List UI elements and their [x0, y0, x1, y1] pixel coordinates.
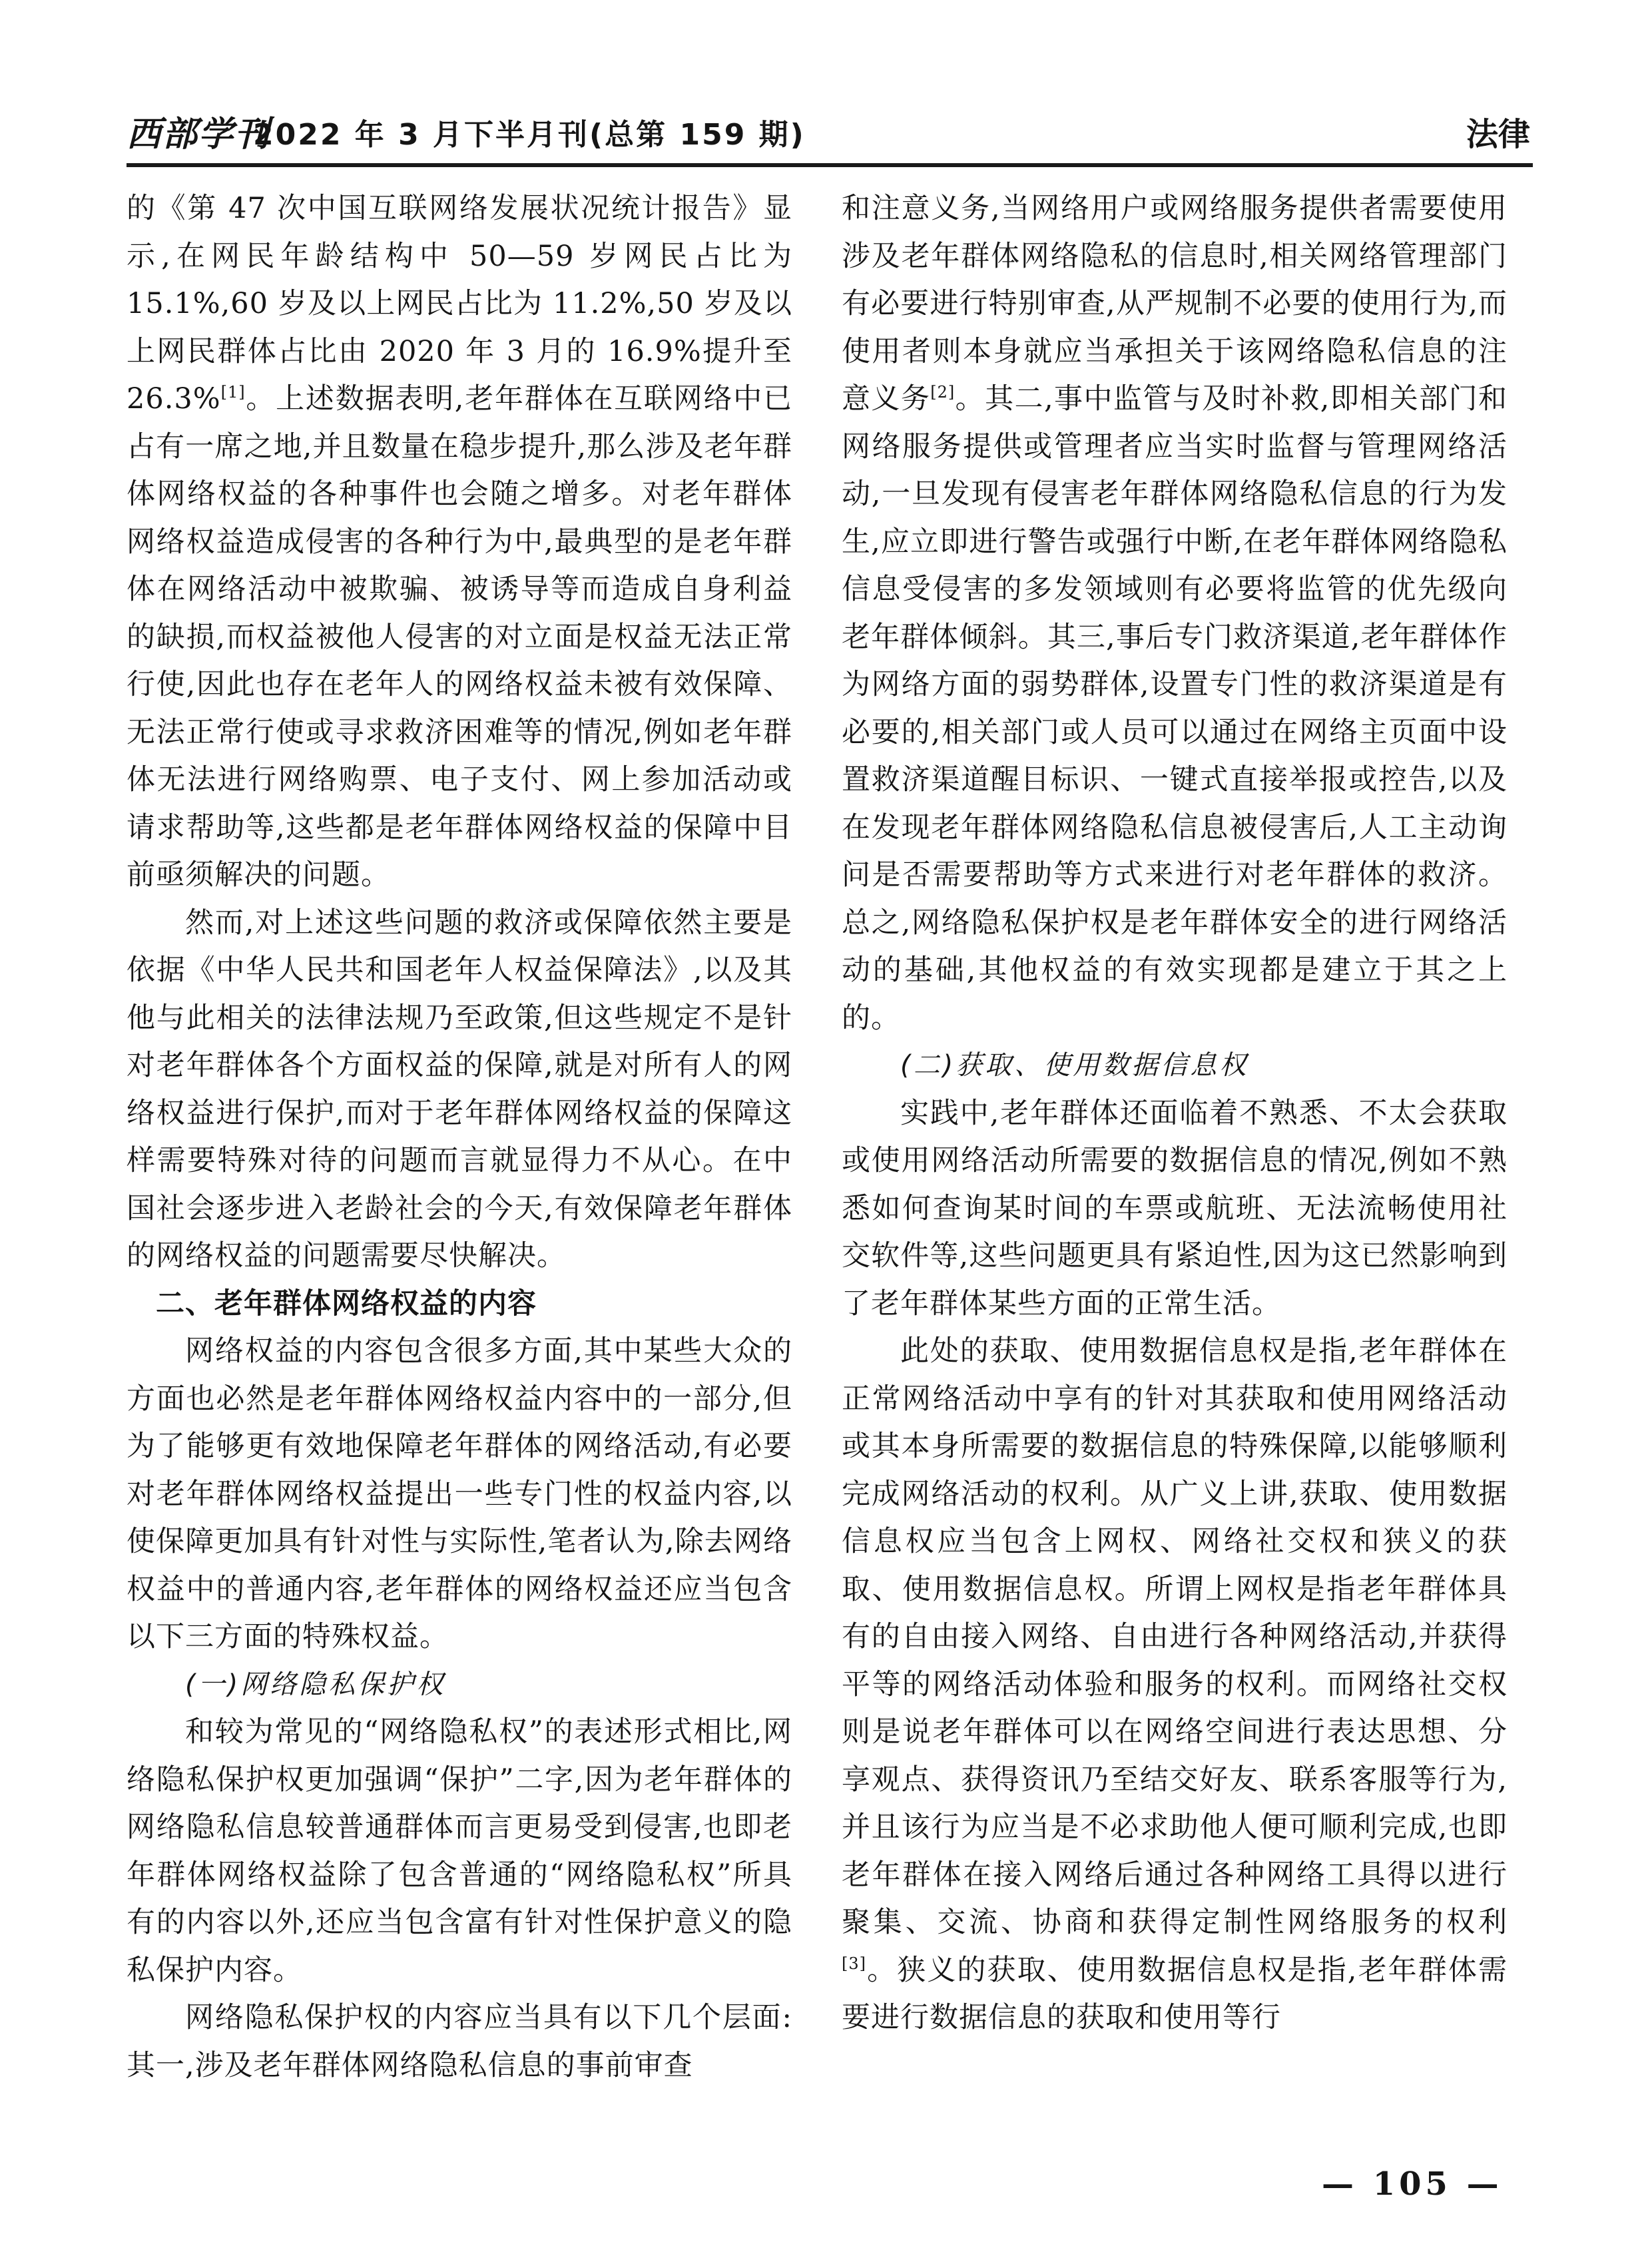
citation-ref: [2]: [930, 383, 956, 402]
citation-ref: [1]: [220, 383, 246, 402]
citation-ref: [3]: [842, 1954, 866, 1973]
header-rule: [127, 163, 1533, 167]
paragraph: [842, 185, 1508, 1042]
paragraph: 然而,对上述这些问题的救济或保障依然主要是依据《中华人民共和国老年人权益保障法》,以及其他与此相关的法律法规乃至政策,但这些规定不是针对老年群体各个方面权益的保障,就是对所有人的网络权益进行保护,而对于老年群体网络权益的保障这样需要特殊对待的问题而言就显得力不从心。在中国社会逐步进入老龄社会的今天,有效保障老年群体的网络权益的问题需要尽快解决。: [127, 906, 792, 1272]
left-column: [127, 185, 792, 2090]
page-number: — 105 —: [1322, 2165, 1503, 2203]
paragraph-text: 和注意义务,当网络用户或网络服务提供者需要使用涉及老年群体网络隐私的信息时,相关网络管理部门有必要进行特别审查,从严规制不必要的使用行为,而使用者则本身就应当承担关于该网络隐私信息的注意义务: [842, 192, 1508, 416]
paragraph-text: 。其二,事中监管与及时补救,即相关部门和网络服务提供或管理者应当实时监督与管理网络活动,一旦发现有侵害老年群体网络隐私信息的行为发生,应立即进行警告或强行中断,在老年群体网络隐私信息受侵害的多发领域则有必要将监管的优先级向老年群体倾斜。其三,事后专门救济渠道,老年群体作为网络方面的弱势群体,设置专门性的救济渠道是有必要的,相关部门或人员可以通过在网络主页面中设置救济渠道醒目标识、一键式直接举报或控告,以及在发现老年群体网络隐私信息被侵害后,人工主动询问是否需要帮助等方式来进行对老年群体的救济。总之,网络隐私保护权是老年群体安全的进行网络活动的基础,其他权益的有效实现都是建立于其之上的。: [842, 382, 1508, 1035]
subsection-heading: (二)获取、使用数据信息权: [900, 1050, 1249, 1081]
paragraph-text: 的《第 47 次中国互联网络发展状况统计报告》显示,在网民年龄结构中 50—59 岁网民占比为 15.1%,60 岁及以上网民占比为 11.2%,50 岁及以上网民群体占比由 2020 年 3 月的 16.9%提升至 26.3%: [127, 192, 792, 416]
paragraph-text: 此处的获取、使用数据信息权是指,老年群体在正常网络活动中享有的针对其获取和使用网络活动或其本身所需要的数据信息的特殊保障,以能够顺利完成网络活动的权利。从广义上讲,获取、使用数据信息权应当包含上网权、网络社交权和狭义的获取、使用数据信息权。所谓上网权是指老年群体具有的自由接入网络、自由进行各种网络活动,并获得平等的网络活动体验和服务的权利。而网络社交权则是说老年群体可以在网络空间进行表达思想、分享观点、获得资讯乃至结交好友、联系客服等行为,并且该行为应当是不必求助他人便可顺利完成,也即老年群体在接入网络后通过各种网络工具得以进行聚集、交流、协商和获得定制性网络服务的权利: [842, 1334, 1508, 1939]
section-name: 法律: [1466, 116, 1530, 153]
paragraph: [842, 1328, 1508, 2042]
running-header: [127, 113, 1533, 156]
right-column: [842, 185, 1508, 2042]
paragraph: 和较为常见的“网络隐私权”的表述形式相比,网络隐私保护权更加强调“保护”二字,因为老年群体的网络隐私信息较普通群体而言更易受到侵害,也即老年群体网络权益除了包含普通的“网络隐私权”所具有的内容以外,还应当包含富有针对性保护意义的隐私保护内容。: [127, 1715, 792, 1987]
paragraph: 网络隐私保护权的内容应当具有以下几个层面:其一,涉及老年群体网络隐私信息的事前审查: [127, 2001, 792, 2082]
paragraph: [127, 185, 792, 900]
paragraph: 实践中,老年群体还面临着不熟悉、不太会获取或使用网络活动所需要的数据信息的情况,例如不熟悉如何查询某时间的车票或航班、无法流畅使用社交软件等,这些问题更具有紧迫性,因为这已然影响到了老年群体某些方面的正常生活。: [842, 1096, 1508, 1320]
paragraph-text: 。狭义的获取、使用数据信息权是指,老年群体需要进行数据信息的获取和使用等行: [842, 1953, 1508, 2034]
paragraph-text: 。上述数据表明,老年群体在互联网络中已占有一席之地,并且数量在稳步提升,那么涉及老年群体网络权益的各种事件也会随之增多。对老年群体网络权益造成侵害的各种行为中,最典型的是老年群体在网络活动中被欺骗、被诱导等而造成自身利益的缺损,而权益被他人侵害的对立面是权益无法正常行使,因此也存在老年人的网络权益未被有效保障、无法正常行使或寻求救济困难等的情况,例如老年群体无法进行网络购票、电子支付、网上参加活动或请求帮助等,这些都是老年群体网络权益的保障中目前亟须解决的问题。: [127, 382, 792, 892]
subsection-heading: (一)网络隐私保护权: [185, 1669, 446, 1700]
journal-logo: 西部学刊: [127, 114, 271, 154]
section-heading: 二、老年群体网络权益的内容: [156, 1286, 537, 1320]
issue-info: 2022 年 3 月下半月刊(总第 159 期): [253, 118, 806, 152]
paragraph: 网络权益的内容包含很多方面,其中某些大众的方面也必然是老年群体网络权益内容中的一部分,但为了能够更有效地保障老年群体的网络活动,有必要对老年群体网络权益提出一些专门性的权益内容,以使保障更加具有针对性与实际性,笔者认为,除去网络权益中的普通内容,老年群体的网络权益还应当包含以下三方面的特殊权益。: [127, 1334, 792, 1653]
